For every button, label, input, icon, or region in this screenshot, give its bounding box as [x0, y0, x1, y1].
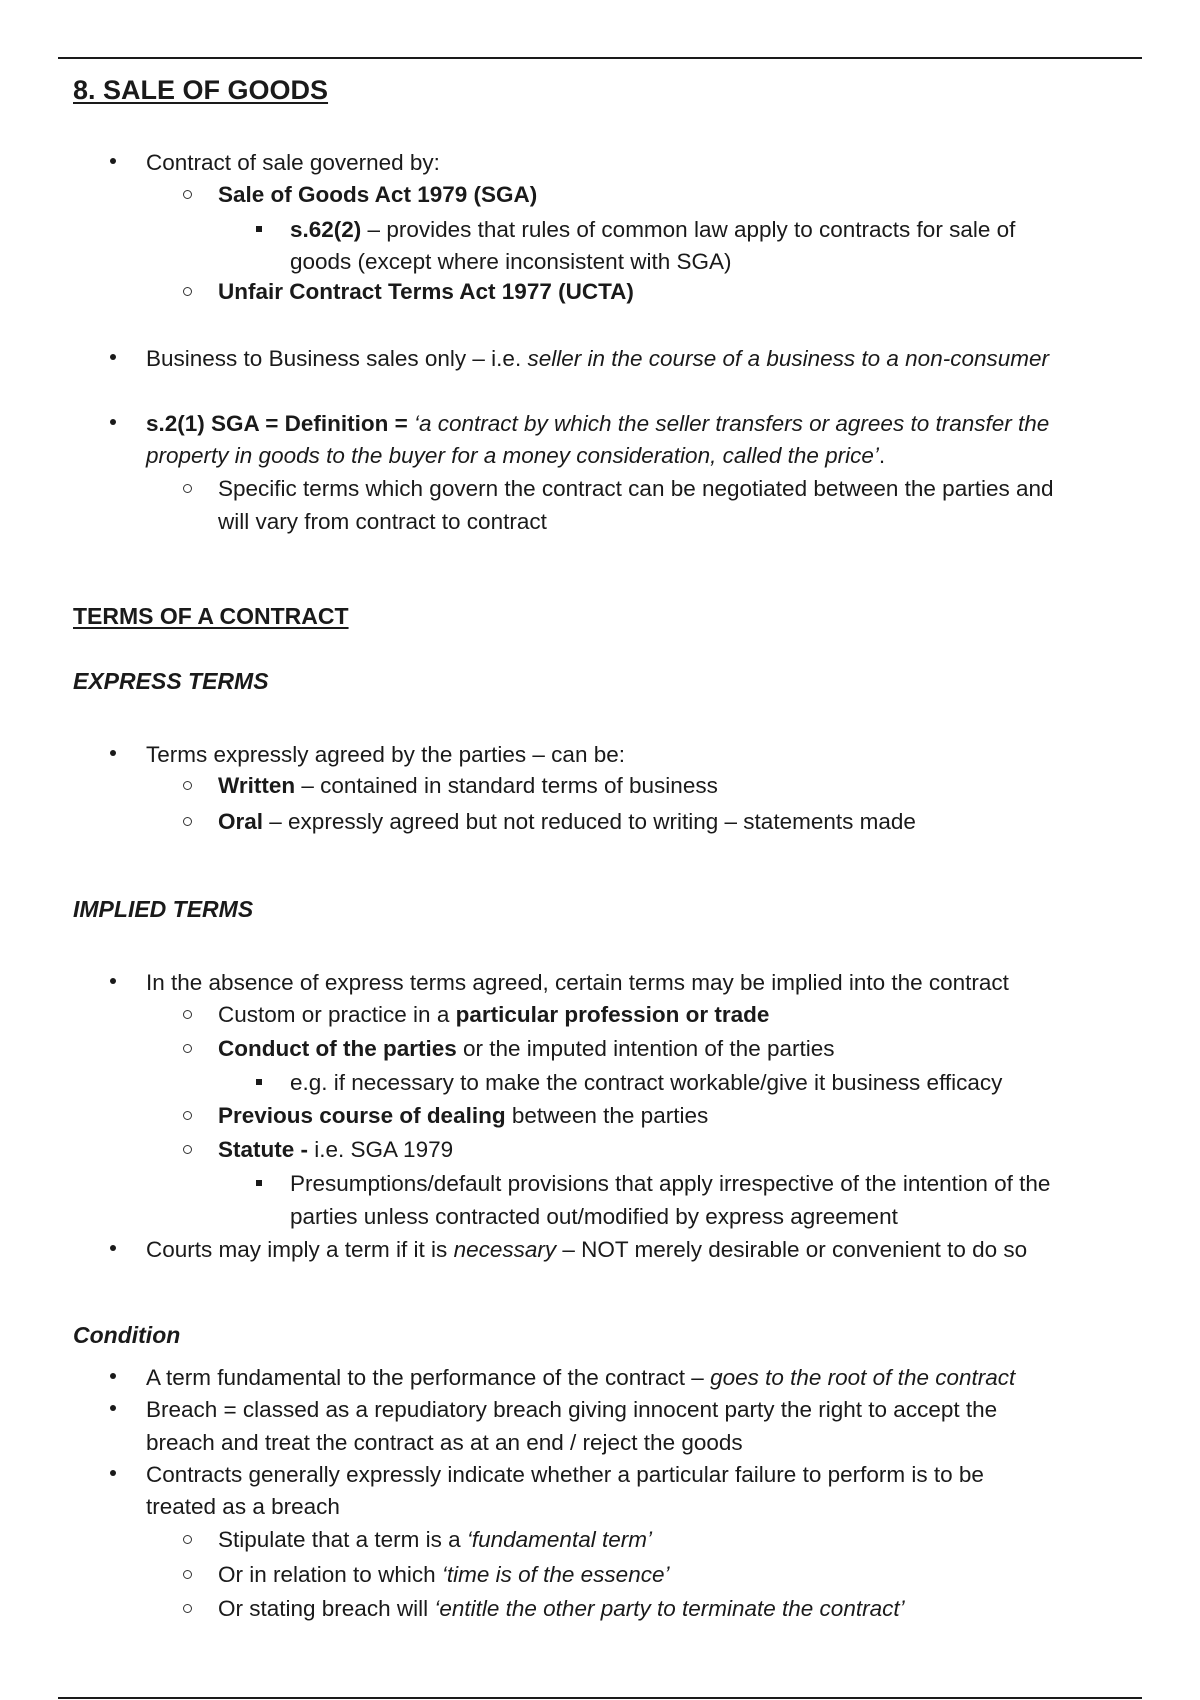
circle-bullet-icon	[183, 817, 192, 826]
bullet-icon	[110, 1373, 116, 1379]
breach-line-1: Breach = classed as a repudiatory breach giving innocent party the right to accept the	[146, 1397, 998, 1422]
time-plain: Or in relation to which	[218, 1562, 442, 1587]
previous-plain: between the parties	[505, 1103, 709, 1128]
bullet-icon	[110, 978, 116, 984]
s62-ref: s.62(2)	[290, 217, 362, 242]
courts-rest: – NOT merely desirable or convenient to do so	[556, 1237, 1028, 1262]
implied-terms-heading: IMPLIED TERMS	[73, 896, 254, 922]
b2b-italic: seller in the course of a business to a non-consumer	[527, 346, 1049, 371]
circle-bullet-icon	[183, 1044, 192, 1053]
circle-bullet-icon	[183, 1570, 192, 1579]
contracts-line-2: treated as a breach	[146, 1494, 340, 1519]
bullet-icon	[110, 1245, 116, 1251]
square-bullet-icon	[256, 1079, 262, 1085]
circle-bullet-icon	[183, 190, 192, 199]
express-lead: Terms expressly agreed by the parties – can be:	[146, 742, 625, 767]
custom-plain: Custom or practice in a	[218, 1002, 456, 1027]
s62-line-2: goods (except where inconsistent with SGA)	[290, 249, 732, 274]
fundamental-plain: A term fundamental to the performance of the contract –	[146, 1365, 711, 1390]
implied-lead: In the absence of express terms agreed, certain terms may be implied into the contract	[146, 970, 1009, 995]
definition-end: .	[878, 443, 886, 468]
bullet-icon	[110, 419, 116, 425]
entitle-item	[218, 1598, 905, 1621]
square-bullet-icon	[256, 226, 262, 232]
contracts-line-1: Contracts generally expressly indicate whether a particular failure to perform is to be	[146, 1462, 984, 1487]
statute-item	[218, 1139, 453, 1162]
specific-line-2: will vary from contract to contract	[218, 509, 547, 534]
entitle-plain: Or stating breach will	[218, 1596, 435, 1621]
s62-text: – provides that rules of common law apply to contracts for sale of	[361, 217, 1016, 242]
circle-bullet-icon	[183, 484, 192, 493]
express-terms-heading: EXPRESS TERMS	[73, 668, 269, 694]
circle-bullet-icon	[183, 1111, 192, 1120]
circle-bullet-icon	[183, 781, 192, 790]
specific-line-1: Specific terms which govern the contract can be negotiated between the parties and	[218, 476, 1054, 501]
conduct-example: e.g. if necessary to make the contract workable/give it business efficacy	[290, 1070, 1003, 1095]
conduct-plain: or the imputed intention of the parties	[456, 1036, 835, 1061]
sga-text: Sale of Goods Act 1979 (SGA)	[218, 182, 538, 207]
oral-text: – expressly agreed but not reduced to writing – statements made	[263, 809, 916, 834]
written-item	[218, 775, 718, 798]
conduct-bold: Conduct of the parties	[218, 1036, 457, 1061]
definition-quote-2: property in goods to the buyer for a money consideration, called the price’	[146, 443, 879, 468]
previous-item	[218, 1105, 708, 1128]
bullet-icon	[110, 1405, 116, 1411]
bullet-icon	[110, 1470, 116, 1476]
time-italic: ‘time is of the essence’	[441, 1562, 670, 1587]
circle-bullet-icon	[183, 287, 192, 296]
previous-bold: Previous course of dealing	[218, 1103, 506, 1128]
bullet-icon	[110, 750, 116, 756]
time-essence-item	[218, 1564, 669, 1587]
courts-italic: necessary	[453, 1237, 557, 1262]
oral-label: Oral	[218, 809, 264, 834]
oral-item	[218, 811, 916, 834]
circle-bullet-icon	[183, 1010, 192, 1019]
definition-quote-1: ‘a contract by which the seller transfers or agrees to transfer the	[413, 411, 1050, 436]
written-label: Written	[218, 773, 296, 798]
definition-label: s.2(1) SGA = Definition =	[146, 411, 414, 436]
conduct-item	[218, 1038, 835, 1061]
presumptions-line-2: parties unless contracted out/modified by express agreement	[290, 1204, 898, 1229]
bullet-icon	[110, 354, 116, 360]
definition-line-2	[146, 445, 885, 468]
custom-item	[218, 1004, 769, 1027]
definition-line-1	[146, 413, 1049, 436]
entitle-italic: ‘entitle the other party to terminate the contract’	[434, 1596, 905, 1621]
s62-line-1	[290, 219, 1015, 242]
bottom-rule	[58, 1697, 1142, 1699]
courts-plain: Courts may imply a term if it is	[146, 1237, 454, 1262]
circle-bullet-icon	[183, 1145, 192, 1154]
square-bullet-icon	[256, 1180, 262, 1186]
fundamental-italic: goes to the root of the contract	[710, 1365, 1016, 1390]
b2b-plain: Business to Business sales only – i.e.	[146, 346, 528, 371]
stipulate-plain: Stipulate that a term is a	[218, 1527, 467, 1552]
stipulate-item	[218, 1529, 652, 1552]
stipulate-italic: ‘fundamental term’	[466, 1527, 652, 1552]
page-title: 8. SALE OF GOODS	[73, 75, 329, 105]
statute-plain: i.e. SGA 1979	[314, 1137, 454, 1162]
courts-item	[146, 1239, 1027, 1262]
b2b-text	[146, 348, 1049, 371]
presumptions-line-1: Presumptions/default provisions that apply irrespective of the intention of the	[290, 1171, 1051, 1196]
circle-bullet-icon	[183, 1535, 192, 1544]
condition-heading: Condition	[73, 1322, 181, 1348]
custom-bold: particular profession or trade	[455, 1002, 770, 1027]
statute-bold: Statute -	[218, 1137, 315, 1162]
governed-by-text: Contract of sale governed by:	[146, 150, 440, 175]
top-rule	[58, 57, 1142, 59]
terms-heading: TERMS OF A CONTRACT	[73, 603, 349, 629]
breach-line-2: breach and treat the contract as at an end / reject the goods	[146, 1430, 743, 1455]
ucta-text: Unfair Contract Terms Act 1977 (UCTA)	[218, 279, 634, 304]
bullet-icon	[110, 158, 116, 164]
written-text: – contained in standard terms of business	[295, 773, 718, 798]
circle-bullet-icon	[183, 1604, 192, 1613]
fundamental-item	[146, 1367, 1015, 1390]
